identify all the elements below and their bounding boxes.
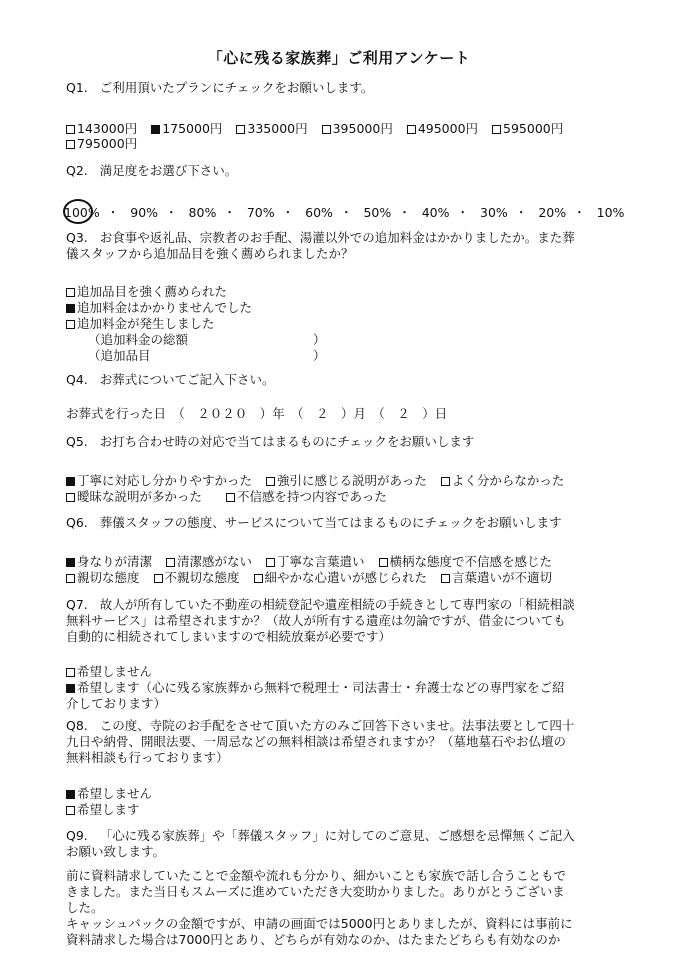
checkbox[interactable] — [166, 558, 175, 567]
q5-option-pushy[interactable]: 強引に感じる説明があった — [266, 473, 427, 489]
checkbox[interactable] — [236, 125, 245, 134]
q3-additional-fee-total[interactable]: （追加料金の総額 ） — [88, 332, 326, 347]
q6-label: Q6. — [66, 515, 88, 530]
q6-text: 葬儀スタッフの態度、サービスについて当てはまるものにチェックをお願いします — [99, 515, 562, 530]
q9-question-line1 — [66, 828, 575, 844]
q4-funeral-date[interactable]: お葬式を行った日 （ ２０２０ ）年 （ ２ ）月 （ ２ ）日 — [66, 406, 448, 421]
checkbox[interactable] — [407, 125, 416, 134]
q9-text-line2: お願い致します。 — [66, 844, 166, 859]
q1-options-row1 — [66, 121, 573, 137]
q5-label: Q5. — [66, 434, 88, 449]
q7-option-accept[interactable]: 希望します（心に残る家族葬から無料で税理士・司法書士・弁護士などの専門家をご紹 — [66, 680, 565, 696]
checkbox[interactable] — [379, 558, 388, 567]
q6-options-row2 — [66, 570, 562, 586]
q2-option-20[interactable]: 20% — [538, 205, 567, 220]
q4-label: Q4. — [66, 372, 88, 387]
q9-answer-line3: した。 — [66, 900, 104, 915]
checkbox[interactable] — [441, 574, 450, 583]
checkbox[interactable] — [226, 493, 235, 502]
q2-option-80[interactable]: 80% — [188, 205, 217, 220]
q7-label: Q7. — [66, 597, 88, 612]
checkbox[interactable] — [266, 558, 275, 567]
q6-question — [66, 515, 562, 531]
q2-option-100[interactable]: 100% — [64, 205, 100, 220]
q6-option-polite-speech[interactable]: 丁寧な言葉遣い — [266, 554, 365, 570]
q5-option-distrust[interactable]: 不信感を持つ内容であった — [226, 489, 387, 505]
q6-option-improper-speech[interactable]: 言葉遣いが不適切 — [441, 570, 552, 586]
checkbox[interactable] — [66, 668, 75, 677]
checkbox[interactable] — [66, 574, 75, 583]
checkbox[interactable] — [266, 477, 275, 486]
q3-label: Q3. — [66, 230, 88, 245]
q2-option-50[interactable]: 50% — [363, 205, 392, 220]
q7-question-line1 — [66, 597, 575, 613]
checkbox[interactable] — [441, 477, 450, 486]
q5-text: お打ち合わせ時の対応で当てはまるものにチェックをお願いします — [99, 434, 475, 449]
q2-question — [66, 163, 237, 179]
q1-label: Q1. — [66, 80, 88, 95]
q7-text-line1: 故人が所有していた不動産の相続登記や遺産相続の手続きとして専門家の「相続相談 — [99, 597, 575, 612]
q8-label: Q8. — [66, 718, 88, 733]
q1-option-395000[interactable]: 395000円 — [322, 121, 393, 137]
q6-option-unclean[interactable]: 清潔感がない — [166, 554, 252, 570]
q5-option-vague[interactable]: 曖昧な説明が多かった — [66, 489, 202, 505]
q5-option-polite[interactable]: 丁寧に対応し分かりやすかった — [66, 473, 252, 489]
q1-question — [66, 80, 373, 96]
q8-text-line2: 九日や納骨、開眼法要、一周忌などの無料相談は希望されますか？（墓地墓石やお仏壇の — [66, 734, 567, 749]
q1-option-143000[interactable]: 143000円 — [66, 121, 137, 137]
q9-label: Q9. — [66, 828, 88, 843]
q4-text: お葬式についてご記入下さい。 — [99, 372, 275, 387]
q9-answer-line2: きました。また当日もスムーズに進めていただき大変助かりました。ありがとうございま — [66, 884, 565, 899]
q3-option-3[interactable]: 追加料金が発生しました — [66, 316, 215, 332]
checkbox-checked[interactable] — [66, 558, 75, 567]
checkbox[interactable] — [492, 125, 501, 134]
checkbox[interactable] — [66, 288, 75, 297]
checkbox[interactable] — [66, 140, 75, 149]
q7-option-decline[interactable]: 希望しません — [66, 664, 152, 680]
q9-answer-line1: 前に資料請求していたことで金額や流れも分かり、細かいことも家族で話し合うこともで — [66, 868, 567, 883]
q2-satisfaction-scale: 100% ・ 90% ・ 80% ・ 70% ・ 60% ・ 50% ・ 40% ・ 30% ・ 20% ・ 10% — [64, 205, 625, 220]
checkbox[interactable] — [66, 806, 75, 815]
q9-answer-line4: キャッシュバックの金額ですが、申請の画面では5000円とありましたが、資料には事前に — [66, 916, 573, 931]
q8-option-accept[interactable]: 希望します — [66, 802, 140, 818]
q8-text-line3: 無料相談も行っております） — [66, 750, 229, 765]
q2-option-30[interactable]: 30% — [480, 205, 508, 220]
q8-text-line1: この度、寺院のお手配をさせて頂いた方のみご回答下さいませ。法事法要として四十 — [99, 718, 575, 733]
checkbox-checked[interactable] — [66, 790, 75, 799]
q8-option-decline[interactable]: 希望しません — [66, 786, 152, 802]
checkbox-checked[interactable] — [66, 477, 75, 486]
q1-option-175000[interactable]: 175000円 — [151, 121, 222, 137]
q5-option-unclear[interactable]: よく分からなかった — [441, 473, 565, 489]
q5-options-row2 — [66, 489, 397, 505]
checkbox-checked[interactable] — [66, 304, 75, 313]
q6-option-attentive[interactable]: 細やかな心遣いが感じられた — [254, 570, 428, 586]
q7-option-accept-line2: 介しております） — [66, 696, 167, 711]
checkbox[interactable] — [322, 125, 331, 134]
q1-option-495000[interactable]: 495000円 — [407, 121, 478, 137]
checkbox[interactable] — [66, 125, 75, 134]
q3-text-line2: 儀スタッフから追加品目を強く薦められましたか？ — [66, 246, 354, 261]
q7-text-line2: 無料サービス」は希望されますか？（故人が所有する遺産は勿論ですが、借金についても — [66, 613, 566, 628]
q3-option-2[interactable]: 追加料金はかかりませんでした — [66, 300, 252, 316]
q9-answer-line5: 資料請求した場合は7000円とあり、どちらが有効なのか、はたまたどちらも有効なのか — [66, 932, 561, 947]
q9-text-line1: 「心に残る家族葬」や「葬儀スタッフ」に対してのご意見、ご感想を忌憚無くご記入 — [99, 828, 575, 843]
q3-question-line1 — [66, 230, 575, 246]
q3-option-1[interactable]: 追加品目を強く薦められた — [66, 284, 227, 300]
q3-text-line1: お食事や返礼品、宗教者のお手配、湯灌以外での追加料金はかかりましたか。また葬 — [99, 230, 575, 245]
q5-options-row1 — [66, 473, 574, 489]
q1-text: ご利用頂いたプランにチェックをお願いします。 — [99, 80, 374, 95]
q2-option-10[interactable]: 10% — [596, 205, 625, 220]
checkbox[interactable] — [254, 574, 263, 583]
checkbox[interactable] — [66, 320, 75, 329]
q1-options-row2 — [66, 136, 147, 152]
q6-option-kind[interactable]: 親切な態度 — [66, 570, 140, 586]
q1-option-335000[interactable]: 335000円 — [236, 121, 307, 137]
checkbox[interactable] — [66, 493, 75, 502]
q1-option-595000[interactable]: 595000円 — [492, 121, 563, 137]
checkbox[interactable] — [154, 574, 163, 583]
q6-option-arrogant[interactable]: 横柄な態度で不信感を感じた — [379, 554, 553, 570]
q3-additional-items[interactable]: （追加品目 ） — [88, 348, 326, 363]
checkbox-checked[interactable] — [66, 684, 75, 693]
q5-question — [66, 434, 474, 450]
q6-option-unkind[interactable]: 不親切な態度 — [154, 570, 240, 586]
q2-option-40[interactable]: 40% — [421, 205, 450, 220]
q2-option-90[interactable]: 90% — [130, 205, 159, 220]
q2-text: 満足度をお選び下さい。 — [99, 163, 238, 178]
q2-option-60[interactable]: 60% — [305, 205, 333, 220]
q2-option-70[interactable]: 70% — [246, 205, 275, 220]
q6-options-row1 — [66, 554, 562, 570]
q6-option-clean[interactable]: 身なりが清潔 — [66, 554, 152, 570]
q2-label: Q2. — [66, 163, 88, 178]
q7-text-line3: 自動的に相続されてしまいますので相続放棄が必要です） — [66, 629, 392, 644]
q1-option-795000[interactable]: 795000円 — [66, 136, 137, 152]
q8-question-line1 — [66, 718, 574, 734]
checkbox-checked[interactable] — [151, 125, 160, 134]
page-title: 「心に残る家族葬」ご利用アンケート — [207, 49, 471, 67]
q4-question — [66, 372, 275, 388]
